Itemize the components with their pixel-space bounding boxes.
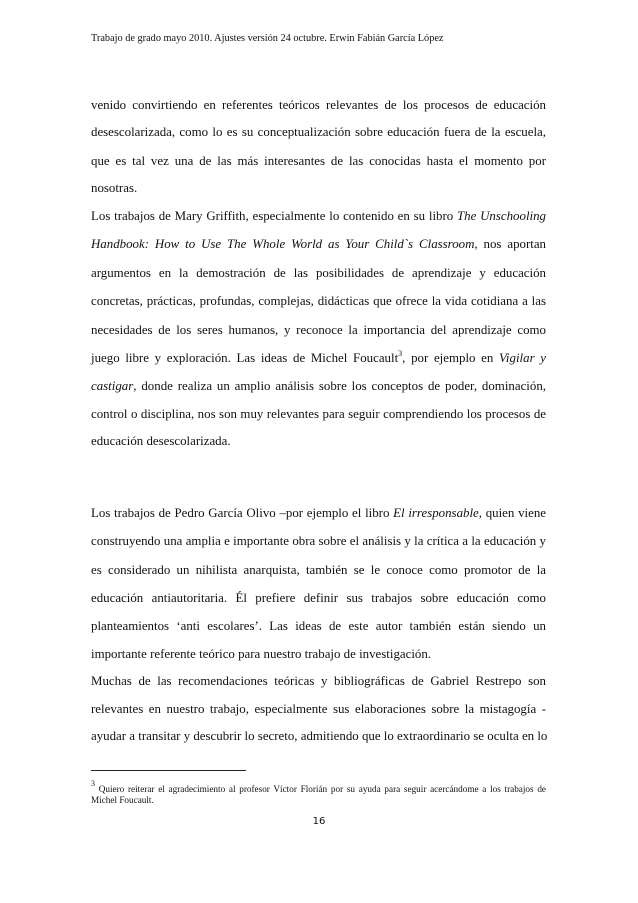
footnote-line-2: Michel Foucault. [91,795,154,805]
line-text: nosotras. [91,181,138,195]
body-line [91,180,546,196]
line-text: concretas, prácticas, profundas, complejas, didácticas que ofrece la vida cotidiana a las [91,294,546,308]
body-line [91,562,546,578]
body-line [91,124,546,140]
italic-title: The Unschooling [457,209,546,223]
body-line [91,590,546,606]
line-text: desescolarizada, como lo es su conceptualización sobre educación fuera de la escuela, [91,125,546,139]
body-line [91,406,546,422]
body-line [91,322,546,338]
body-line [91,265,546,281]
body-line [91,236,546,252]
line-text: construyendo una amplia e importante obra sobre el análisis y la crítica a la educación y [91,534,546,548]
line-text: Muchas de las recomendaciones teóricas y bibliográficas de Gabriel Restrepo son [91,674,546,688]
line-text: Los trabajos de Pedro García Olivo –por ejemplo el libro [91,506,394,520]
line-text: , por ejemplo en [402,351,500,365]
line-text: ayudar a transitar y descubrir lo secreto, admitiendo que lo extraordinario se oculta en lo [91,729,548,743]
italic-title: El irresponsable [393,506,479,520]
body-line [91,533,546,549]
footnote-separator [91,770,246,771]
italic-title: Handbook: How to Use The Whole World as Your Child`s Classroom [91,237,475,251]
body-line [91,350,546,366]
line-text: , nos aportan [474,237,546,251]
body-line [91,618,546,634]
line-text: , donde realiza un amplio análisis sobre los conceptos de poder, dominación, [133,379,546,393]
line-text: , quien viene [478,506,546,520]
line-text: importante referente teórico para nuestro trabajo de investigación. [91,647,432,661]
body-line [91,208,546,224]
body-line [91,505,546,521]
line-text: educación desescolarizada. [91,434,231,448]
line-text: necesidades de los seres humanos, y reconoce la importancia del aprendizaje como [91,323,546,337]
body-line [91,293,546,309]
line-text: Los trabajos de Mary Griffith, especialmente lo contenido en su libro [91,209,457,223]
footnote-marker: 3 [91,779,95,788]
line-text: educación antiautoritaria. Él prefiere definir sus trabajos sobre educación como [91,591,546,605]
line-text: venido convirtiendo en referentes teóricos relevantes de los procesos de educación [91,98,546,112]
body-line [91,378,546,394]
line-text: planteamientos ‘anti escolares’. Las ideas de este autor también están siendo un [91,619,546,633]
footnote-line-1 [91,779,546,795]
line-text: es considerado un nihilista anarquista, también se le conoce como promotor de la [91,563,546,577]
footnote-ref: 3 [398,349,403,358]
body-line [91,153,546,169]
line-text: argumentos en la demostración de las posibilidades de aprendizaje y educación [91,266,546,280]
body-line [91,646,546,662]
page-number: 16 [312,816,326,827]
line-text: control o disciplina, nos son muy relevantes para seguir comprendiendo los procesos de [91,407,546,421]
body-line [91,97,546,113]
body-line [91,728,546,744]
running-header: Trabajo de grado mayo 2010. Ajustes versión 24 octubre. Erwin Fabián García López [91,33,444,44]
italic-title: castigar [91,379,134,393]
body-line [91,433,546,449]
italic-title: Vigilar y [499,351,546,365]
body-line [91,673,546,689]
footnote-text: Quiero reiterar el agradecimiento al profesor Víctor Florián por su ayuda para seguir acercándome a los trabajos de [95,784,546,794]
line-text: relevantes en nuestro trabajo, especialmente sus elaboraciones sobre la mistagogía - [91,702,546,716]
body-line [91,701,546,717]
line-text: que es tal vez una de las más interesantes de las conocidas hasta el momento por [91,154,546,168]
line-text: juego libre y exploración. Las ideas de Michel Foucault [91,351,399,365]
